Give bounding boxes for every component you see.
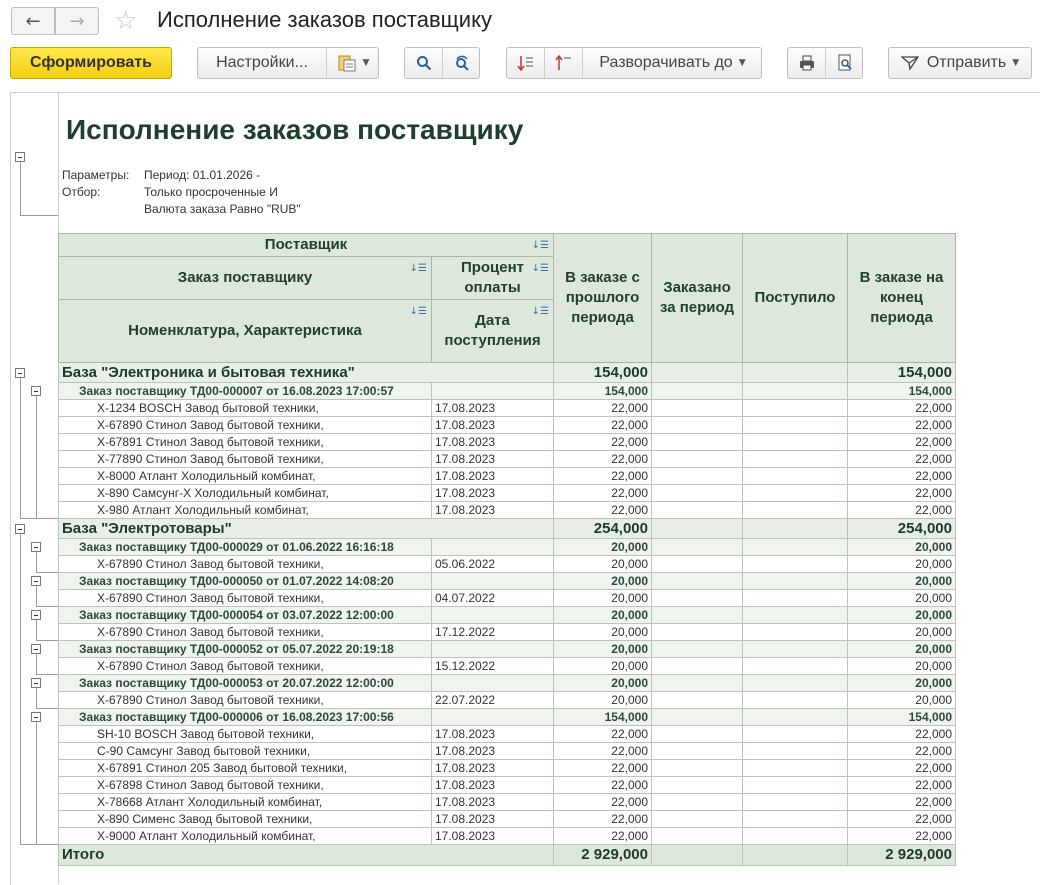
total-row[interactable] xyxy=(59,845,956,866)
item-receipt-date: 17.08.2023 xyxy=(432,811,554,828)
back-button[interactable] xyxy=(11,7,55,35)
order-end-value: 20,000 xyxy=(848,641,956,658)
filter-label: Отбор: xyxy=(62,185,101,199)
order-end-value: 20,000 xyxy=(848,539,956,556)
item-prev-value: 22,000 xyxy=(554,485,652,502)
order-prev-value: 20,000 xyxy=(554,573,652,590)
item-row[interactable] xyxy=(59,434,956,451)
order-ordered-value xyxy=(652,607,743,624)
order-ordered-value xyxy=(652,383,743,400)
item-ordered-value xyxy=(652,794,743,811)
item-prev-value: 22,000 xyxy=(554,760,652,777)
report-table xyxy=(58,233,956,866)
filter-value-1: Только просроченные И xyxy=(144,185,278,199)
order-line xyxy=(36,552,37,572)
item-receipt-date: 17.08.2023 xyxy=(432,726,554,743)
item-ordered-value xyxy=(652,451,743,468)
order-line xyxy=(36,518,58,519)
expand-group xyxy=(506,47,762,79)
chevron-down-icon: ▼ xyxy=(1012,58,1020,68)
sort-icon: ↓☰ xyxy=(531,306,549,317)
group-end-value: 254,000 xyxy=(848,519,956,539)
arrow-right-icon: → xyxy=(69,10,85,32)
item-prev-value: 20,000 xyxy=(554,658,652,675)
filter-value-2: Валюта заказа Равно "RUB" xyxy=(144,202,301,216)
group-prev-value: 254,000 xyxy=(554,519,652,539)
item-receipt-date: 17.12.2022 xyxy=(432,624,554,641)
item-ordered-value xyxy=(652,811,743,828)
item-name: X-890 Сименс Завод бытовой техники, xyxy=(59,811,432,828)
item-received-value xyxy=(743,434,848,451)
group-prev-value: 154,000 xyxy=(554,363,652,383)
item-name: X-78668 Атлант Холодильный комбинат, xyxy=(59,794,432,811)
settings-button[interactable] xyxy=(198,48,326,78)
item-end-value: 22,000 xyxy=(848,760,956,777)
generate-button[interactable]: Сформировать xyxy=(10,47,172,79)
item-end-value: 22,000 xyxy=(848,777,956,794)
send-button[interactable] xyxy=(888,47,1032,79)
order-row[interactable] xyxy=(59,709,956,726)
group-name: База "Электротовары" xyxy=(59,519,554,539)
item-prev-value: 20,000 xyxy=(554,624,652,641)
order-ordered-value xyxy=(652,709,743,726)
item-end-value: 22,000 xyxy=(848,400,956,417)
header-end-period[interactable] xyxy=(848,234,956,363)
header-order-label: Заказ поставщику xyxy=(177,269,313,286)
item-received-value xyxy=(743,624,848,641)
item-name: X-890 Самсунг-Х Холодильный комбинат, xyxy=(59,485,432,502)
order-ordered-value xyxy=(652,675,743,692)
header-nomenclature[interactable] xyxy=(59,300,432,363)
item-end-value: 22,000 xyxy=(848,726,956,743)
header-end-period-label: В заказе на конец периода xyxy=(859,269,944,326)
toolbar xyxy=(0,46,1040,82)
item-received-value xyxy=(743,658,848,675)
collapse-icon[interactable] xyxy=(31,678,41,688)
item-ordered-value xyxy=(652,658,743,675)
item-receipt-date: 15.12.2022 xyxy=(432,658,554,675)
order-payment-pct xyxy=(432,539,554,556)
header-ordered[interactable] xyxy=(652,234,743,363)
header-prev-period[interactable] xyxy=(554,234,652,363)
item-receipt-date: 17.08.2023 xyxy=(432,502,554,519)
item-received-value xyxy=(743,726,848,743)
item-received-value xyxy=(743,760,848,777)
group-name: База "Электроника и бытовая техника" xyxy=(59,363,554,383)
chevron-down-icon: ▼ xyxy=(362,58,370,68)
item-receipt-date: 17.08.2023 xyxy=(432,434,554,451)
item-prev-value: 22,000 xyxy=(554,811,652,828)
item-received-value xyxy=(743,451,848,468)
item-received-value xyxy=(743,502,848,519)
item-row[interactable] xyxy=(59,624,956,641)
item-prev-value: 22,000 xyxy=(554,743,652,760)
item-end-value: 22,000 xyxy=(848,794,956,811)
search-group xyxy=(404,47,480,79)
group-line xyxy=(20,215,58,216)
collapse-icon[interactable] xyxy=(31,712,41,722)
item-row[interactable] xyxy=(59,556,956,573)
total-received-value xyxy=(743,845,848,866)
total-label: Итого xyxy=(59,845,554,866)
header-receipt-date-label: Дата поступления xyxy=(444,312,541,349)
collapse-all-icon xyxy=(555,54,573,72)
item-end-value: 22,000 xyxy=(848,811,956,828)
search-icon xyxy=(416,55,432,71)
item-prev-value: 22,000 xyxy=(554,726,652,743)
item-received-value xyxy=(743,777,848,794)
order-name: Заказ поставщику ТД00-000053 от 20.07.2022 12:00:00 xyxy=(59,675,432,692)
group-ordered-value xyxy=(652,363,743,383)
header-ordered-label: Заказано за период xyxy=(659,279,735,316)
item-receipt-date: 17.08.2023 xyxy=(432,794,554,811)
window-title: Исполнение заказов поставщику xyxy=(157,7,492,32)
item-end-value: 22,000 xyxy=(848,434,956,451)
total-prev-value: 2 929,000 xyxy=(554,845,652,866)
item-end-value: 22,000 xyxy=(848,502,956,519)
report-variants-icon xyxy=(337,53,357,73)
collapse-icon[interactable] xyxy=(31,386,41,396)
arrow-left-icon: ← xyxy=(25,10,41,32)
header-prev-period-label: В заказе с прошлого периода xyxy=(565,269,640,326)
variants-dropdown[interactable] xyxy=(327,48,379,78)
search-button[interactable] xyxy=(405,48,442,78)
item-name: X-67891 Стинол 205 Завод бытовой техники, xyxy=(59,760,432,777)
printer-icon xyxy=(798,54,816,72)
order-row[interactable] xyxy=(59,573,956,590)
params-value: Период: 01.01.2026 - xyxy=(144,168,261,182)
item-name: X-67891 Стинол Завод бытовой техники, xyxy=(59,434,432,451)
item-ordered-value xyxy=(652,434,743,451)
sort-icon: ↓☰ xyxy=(409,263,427,274)
item-prev-value: 22,000 xyxy=(554,777,652,794)
item-end-value: 22,000 xyxy=(848,828,956,845)
header-payment-pct[interactable] xyxy=(432,257,554,300)
item-row[interactable] xyxy=(59,811,956,828)
item-end-value: 22,000 xyxy=(848,451,956,468)
search-next-button[interactable] xyxy=(443,48,480,78)
group-ordered-value xyxy=(652,519,743,539)
order-prev-value: 20,000 xyxy=(554,641,652,658)
item-received-value xyxy=(743,468,848,485)
chevron-down-icon: ▼ xyxy=(738,58,746,68)
header-supplier-label: Поставщик xyxy=(264,236,348,253)
header-received[interactable] xyxy=(743,234,848,363)
item-row[interactable] xyxy=(59,760,956,777)
order-line xyxy=(36,844,58,845)
item-name: X-67890 Стинол Завод бытовой техники, xyxy=(59,556,432,573)
item-received-value xyxy=(743,692,848,709)
item-ordered-value xyxy=(652,777,743,794)
header-payment-pct-label: Процент оплаты xyxy=(460,259,525,296)
item-receipt-date: 17.08.2023 xyxy=(432,777,554,794)
item-prev-value: 22,000 xyxy=(554,794,652,811)
order-line xyxy=(36,708,58,709)
item-row[interactable] xyxy=(59,451,956,468)
order-prev-value: 20,000 xyxy=(554,539,652,556)
item-name: X-67890 Стинол Завод бытовой техники, xyxy=(59,417,432,434)
item-name: X-67898 Стинол Завод бытовой техники, xyxy=(59,777,432,794)
order-name: Заказ поставщику ТД00-000006 от 16.08.2023 17:00:56 xyxy=(59,709,432,726)
order-received-value xyxy=(743,383,848,400)
item-ordered-value xyxy=(652,743,743,760)
send-label: Отправить xyxy=(926,54,1007,71)
item-receipt-date: 17.08.2023 xyxy=(432,485,554,502)
item-ordered-value xyxy=(652,692,743,709)
order-received-value xyxy=(743,641,848,658)
item-end-value: 22,000 xyxy=(848,485,956,502)
expand-to-label: Разворачивать до xyxy=(599,54,733,71)
item-name: SH-10 BOSCH Завод бытовой техники, xyxy=(59,726,432,743)
item-prev-value: 20,000 xyxy=(554,590,652,607)
sort-icon: ↓☰ xyxy=(409,306,427,317)
item-end-value: 22,000 xyxy=(848,417,956,434)
collapse-all-button[interactable] xyxy=(545,48,582,78)
collapse-icon[interactable] xyxy=(15,524,25,534)
order-name: Заказ поставщику ТД00-000054 от 03.07.2022 12:00:00 xyxy=(59,607,432,624)
item-row[interactable] xyxy=(59,485,956,502)
collapse-icon[interactable] xyxy=(15,152,25,162)
expand-all-icon xyxy=(517,54,535,72)
item-receipt-date: 17.08.2023 xyxy=(432,400,554,417)
item-row[interactable] xyxy=(59,417,956,434)
title-bar xyxy=(0,0,1040,44)
header-received-label: Поступило xyxy=(754,289,836,306)
order-payment-pct xyxy=(432,709,554,726)
order-prev-value: 20,000 xyxy=(554,675,652,692)
item-prev-value: 20,000 xyxy=(554,692,652,709)
order-line xyxy=(36,674,58,675)
item-end-value: 20,000 xyxy=(848,556,956,573)
collapse-icon[interactable] xyxy=(31,576,41,586)
order-received-value xyxy=(743,573,848,590)
params-label: Параметры: xyxy=(62,168,130,182)
order-name: Заказ поставщику ТД00-000029 от 01.06.2022 16:16:18 xyxy=(59,539,432,556)
item-row[interactable] xyxy=(59,726,956,743)
send-icon xyxy=(901,55,919,71)
print-group xyxy=(787,47,863,79)
group-line xyxy=(20,162,21,216)
print-preview-button[interactable] xyxy=(826,48,863,78)
print-button[interactable] xyxy=(788,48,825,78)
item-ordered-value xyxy=(652,726,743,743)
order-line xyxy=(36,722,37,844)
item-name: X-67890 Стинол Завод бытовой техники, xyxy=(59,590,432,607)
item-received-value xyxy=(743,400,848,417)
total-end-value: 2 929,000 xyxy=(848,845,956,866)
item-receipt-date: 17.08.2023 xyxy=(432,743,554,760)
item-receipt-date: 05.06.2022 xyxy=(432,556,554,573)
group-row[interactable] xyxy=(59,363,956,383)
item-end-value: 22,000 xyxy=(848,743,956,760)
item-ordered-value xyxy=(652,556,743,573)
item-end-value: 20,000 xyxy=(848,692,956,709)
item-row[interactable] xyxy=(59,777,956,794)
search-next-icon xyxy=(454,55,470,71)
item-ordered-value xyxy=(652,828,743,845)
order-payment-pct xyxy=(432,573,554,590)
item-end-value: 22,000 xyxy=(848,468,956,485)
report-title: Исполнение заказов поставщику xyxy=(66,114,524,145)
item-row[interactable] xyxy=(59,590,956,607)
expand-to-dropdown[interactable] xyxy=(583,48,762,78)
print-preview-icon xyxy=(836,54,854,72)
order-name: Заказ поставщику ТД00-000007 от 16.08.2023 17:00:57 xyxy=(59,383,432,400)
item-prev-value: 20,000 xyxy=(554,556,652,573)
order-ordered-value xyxy=(652,641,743,658)
item-end-value: 20,000 xyxy=(848,658,956,675)
item-ordered-value xyxy=(652,400,743,417)
order-row[interactable] xyxy=(59,607,956,624)
order-row[interactable] xyxy=(59,383,956,400)
item-receipt-date: 17.08.2023 xyxy=(432,760,554,777)
item-prev-value: 22,000 xyxy=(554,400,652,417)
collapse-icon[interactable] xyxy=(31,644,41,654)
item-ordered-value xyxy=(652,624,743,641)
item-ordered-value xyxy=(652,760,743,777)
item-name: X-1234 BOSCH Завод бытовой техники, xyxy=(59,400,432,417)
order-line xyxy=(36,654,37,674)
order-payment-pct xyxy=(432,383,554,400)
item-prev-value: 22,000 xyxy=(554,502,652,519)
item-ordered-value xyxy=(652,468,743,485)
header-receipt-date[interactable] xyxy=(432,300,554,363)
item-name: C-90 Самсунг Завод бытовой техники, xyxy=(59,743,432,760)
item-receipt-date: 17.08.2023 xyxy=(432,451,554,468)
order-line xyxy=(36,620,37,640)
item-name: X-8000 Атлант Холодильный комбинат, xyxy=(59,468,432,485)
order-row[interactable] xyxy=(59,641,956,658)
item-row[interactable] xyxy=(59,828,956,845)
item-receipt-date: 04.07.2022 xyxy=(432,590,554,607)
item-received-value xyxy=(743,590,848,607)
order-ordered-value xyxy=(652,539,743,556)
item-name: X-67890 Стинол Завод бытовой техники, xyxy=(59,658,432,675)
order-line xyxy=(36,572,58,573)
item-name: X-67890 Стинол Завод бытовой техники, xyxy=(59,692,432,709)
group-line xyxy=(20,534,21,844)
item-receipt-date: 17.08.2023 xyxy=(432,828,554,845)
collapse-icon[interactable] xyxy=(31,610,41,620)
order-received-value xyxy=(743,675,848,692)
order-line xyxy=(36,688,37,708)
item-received-value xyxy=(743,743,848,760)
collapse-icon[interactable] xyxy=(31,542,41,552)
settings-label: Настройки... xyxy=(216,54,308,71)
order-line xyxy=(36,586,37,606)
total-ordered-value xyxy=(652,845,743,866)
order-end-value: 20,000 xyxy=(848,675,956,692)
item-prev-value: 22,000 xyxy=(554,451,652,468)
item-received-value xyxy=(743,485,848,502)
order-prev-value: 154,000 xyxy=(554,383,652,400)
order-row[interactable] xyxy=(59,539,956,556)
order-name: Заказ поставщику ТД00-000050 от 01.07.2022 14:08:20 xyxy=(59,573,432,590)
order-row[interactable] xyxy=(59,675,956,692)
item-receipt-date: 22.07.2022 xyxy=(432,692,554,709)
item-row[interactable] xyxy=(59,692,956,709)
order-end-value: 154,000 xyxy=(848,383,956,400)
item-prev-value: 22,000 xyxy=(554,828,652,845)
order-payment-pct xyxy=(432,675,554,692)
item-prev-value: 22,000 xyxy=(554,434,652,451)
group-line xyxy=(20,378,21,518)
header-order[interactable] xyxy=(59,257,432,300)
sort-icon: ↓☰ xyxy=(531,263,549,274)
item-ordered-value xyxy=(652,502,743,519)
item-name: X-67890 Стинол Завод бытовой техники, xyxy=(59,624,432,641)
item-ordered-value xyxy=(652,485,743,502)
item-ordered-value xyxy=(652,590,743,607)
order-end-value: 20,000 xyxy=(848,573,956,590)
favorite-star-icon[interactable]: ☆ xyxy=(114,6,138,36)
expand-all-button[interactable] xyxy=(507,48,544,78)
group-row[interactable] xyxy=(59,519,956,539)
item-received-value xyxy=(743,417,848,434)
item-name: X-77890 Стинол Завод бытовой техники, xyxy=(59,451,432,468)
item-received-value xyxy=(743,556,848,573)
item-row[interactable] xyxy=(59,468,956,485)
collapse-icon[interactable] xyxy=(15,368,25,378)
item-receipt-date: 17.08.2023 xyxy=(432,417,554,434)
order-received-value xyxy=(743,539,848,556)
order-end-value: 20,000 xyxy=(848,607,956,624)
item-received-value xyxy=(743,794,848,811)
order-received-value xyxy=(743,607,848,624)
item-end-value: 20,000 xyxy=(848,624,956,641)
order-end-value: 154,000 xyxy=(848,709,956,726)
sort-icon: ↓☰ xyxy=(531,240,549,251)
group-end-value: 154,000 xyxy=(848,363,956,383)
group-received-value xyxy=(743,519,848,539)
order-payment-pct xyxy=(432,607,554,624)
item-prev-value: 22,000 xyxy=(554,417,652,434)
item-row[interactable] xyxy=(59,743,956,760)
order-ordered-value xyxy=(652,573,743,590)
order-name: Заказ поставщику ТД00-000052 от 05.07.2022 20:19:18 xyxy=(59,641,432,658)
item-name: X-9000 Атлант Холодильный комбинат, xyxy=(59,828,432,845)
item-row[interactable] xyxy=(59,658,956,675)
group-received-value xyxy=(743,363,848,383)
order-line xyxy=(36,640,58,641)
item-receipt-date: 17.08.2023 xyxy=(432,468,554,485)
order-line xyxy=(36,396,37,518)
item-received-value xyxy=(743,811,848,828)
item-row[interactable] xyxy=(59,400,956,417)
forward-button[interactable] xyxy=(55,7,99,35)
order-prev-value: 154,000 xyxy=(554,709,652,726)
order-line xyxy=(36,606,58,607)
item-prev-value: 22,000 xyxy=(554,468,652,485)
item-ordered-value xyxy=(652,417,743,434)
order-payment-pct xyxy=(432,641,554,658)
order-received-value xyxy=(743,709,848,726)
item-row[interactable] xyxy=(59,502,956,519)
header-nomenclature-label: Номенклатура, Характеристика xyxy=(128,322,362,339)
item-received-value xyxy=(743,828,848,845)
item-end-value: 20,000 xyxy=(848,590,956,607)
header-supplier[interactable] xyxy=(59,234,554,257)
order-prev-value: 20,000 xyxy=(554,607,652,624)
item-row[interactable] xyxy=(59,794,956,811)
item-name: X-980 Атлант Холодильный комбинат, xyxy=(59,502,432,519)
settings-group xyxy=(197,47,379,79)
